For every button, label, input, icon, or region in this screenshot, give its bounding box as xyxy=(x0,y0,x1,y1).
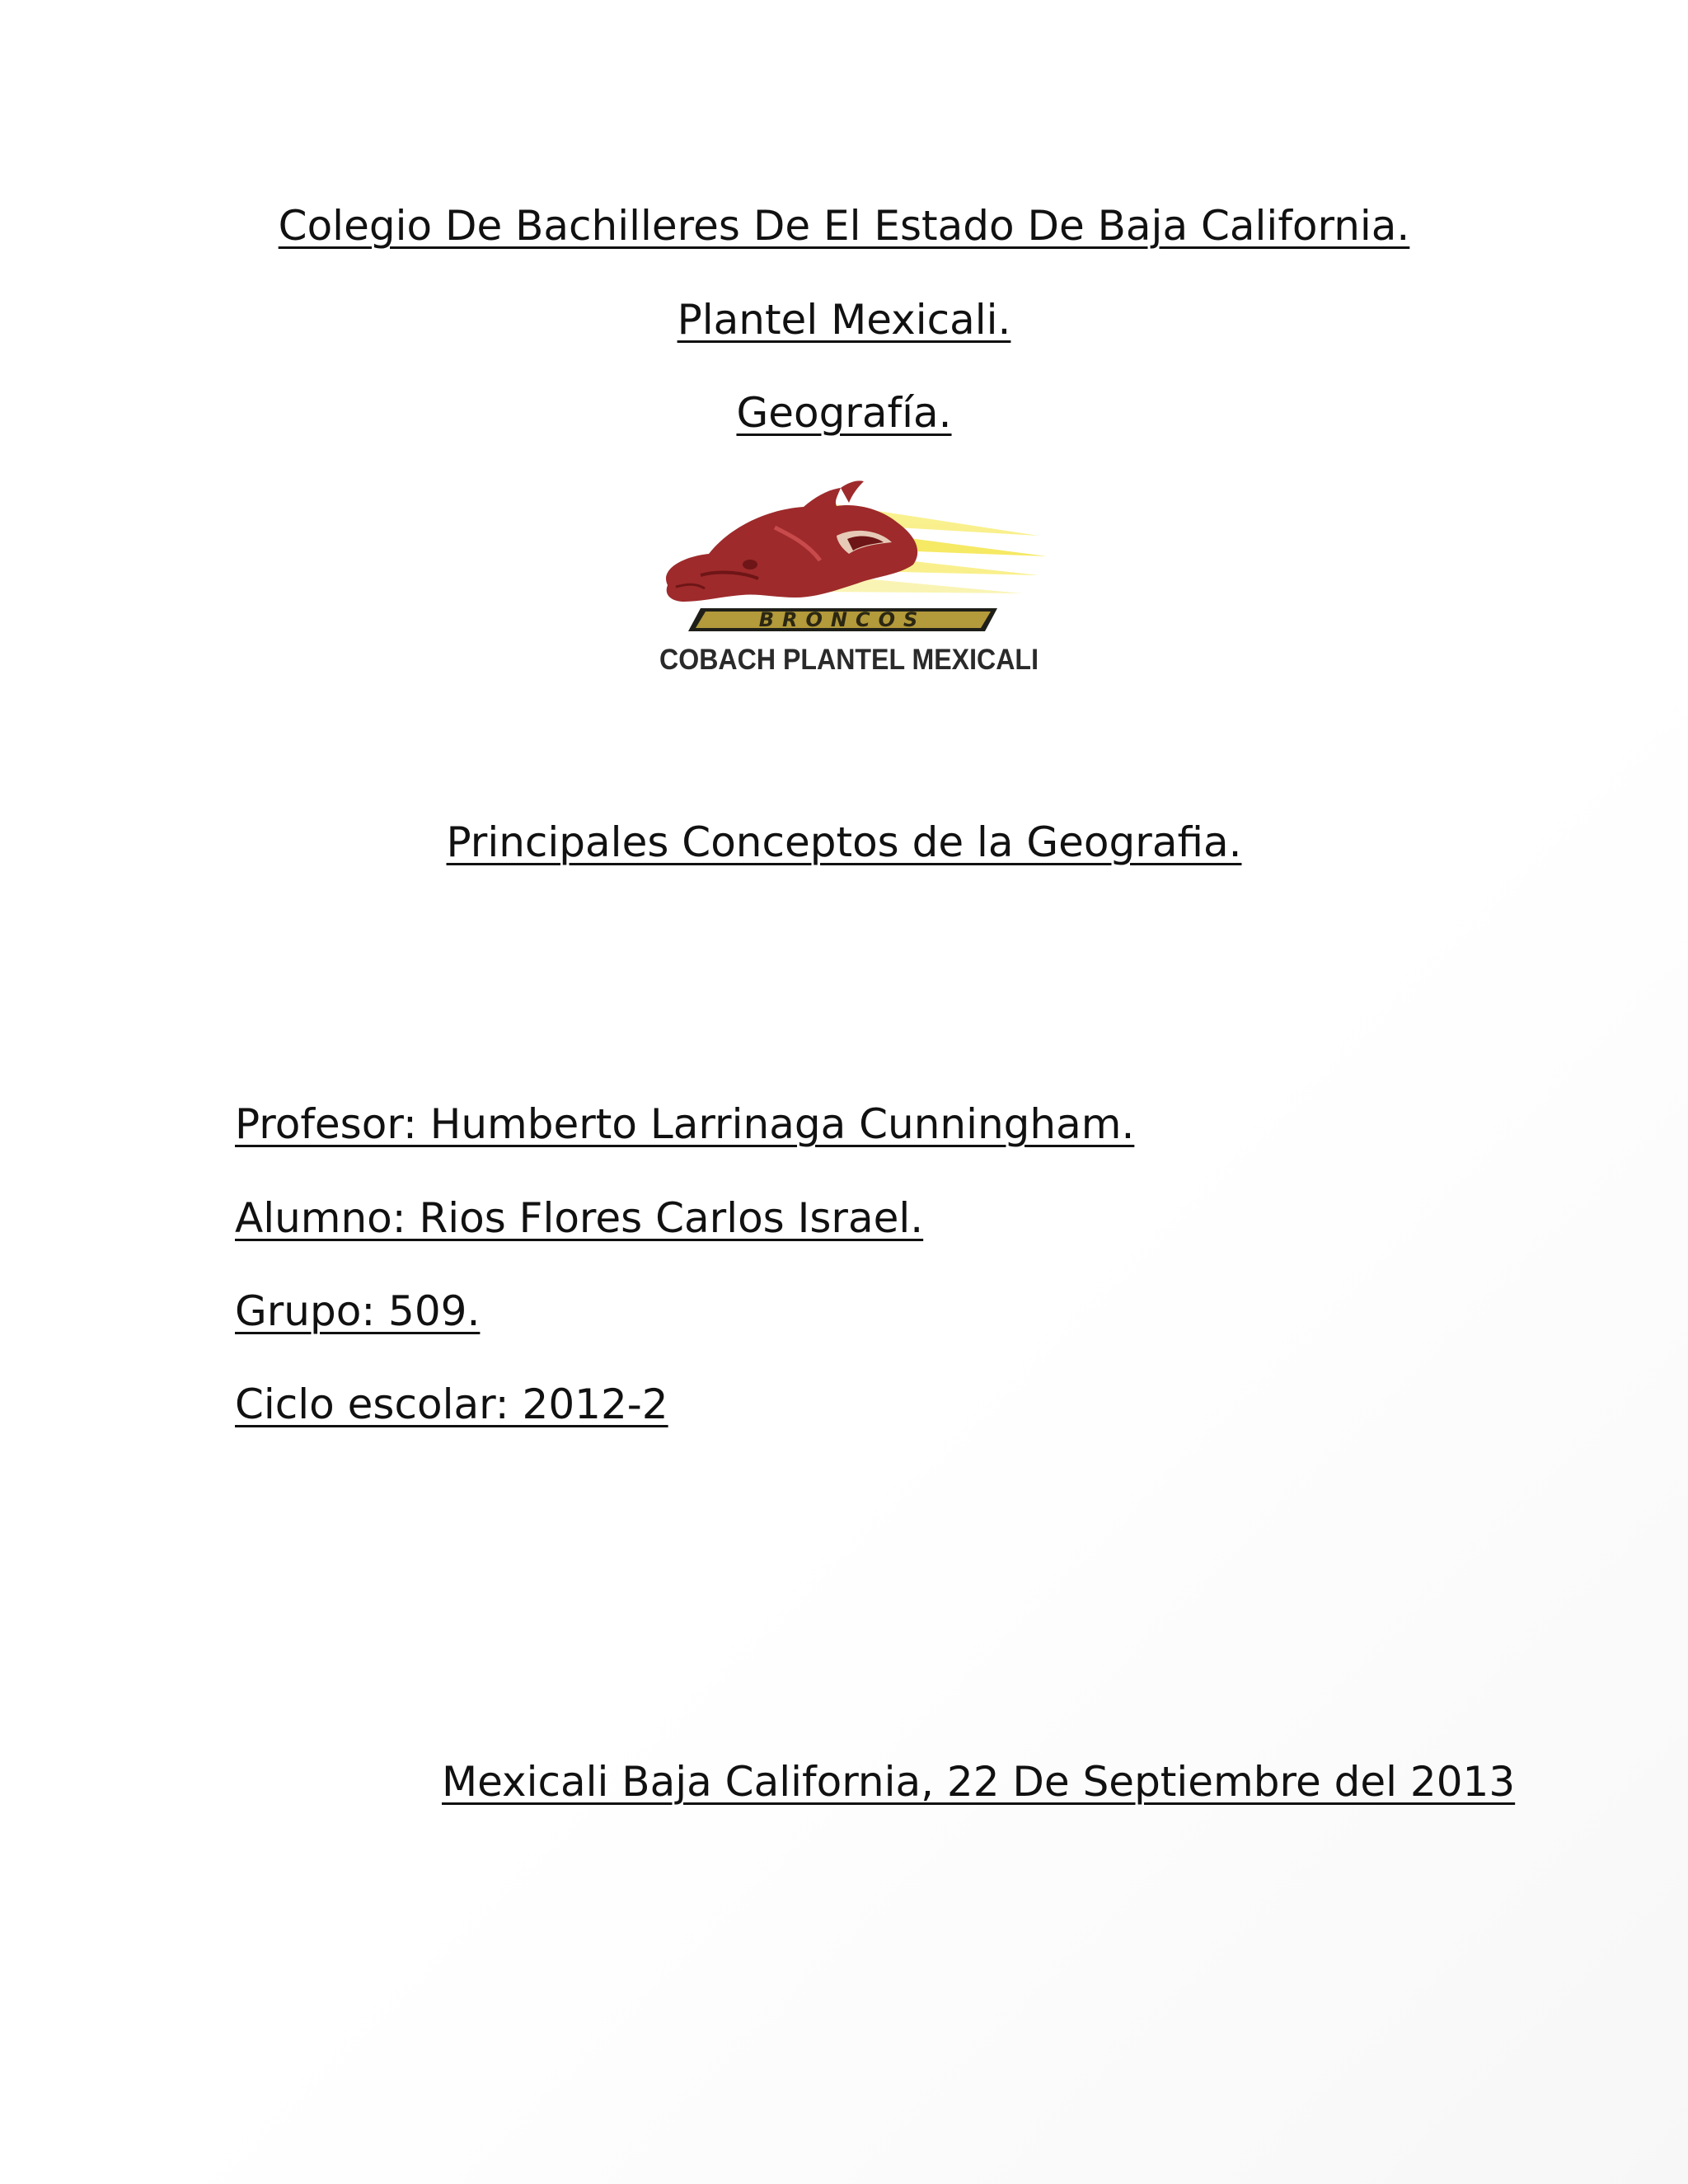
institution-name: Colegio De Bachilleres De El Estado De Baja California. xyxy=(278,202,1410,250)
document-title: Principales Conceptos de la Geografia. xyxy=(446,818,1242,866)
svg-text:BRONCOS: BRONCOS xyxy=(758,608,926,631)
broncos-wordmark xyxy=(688,608,997,631)
subject-name: Geografía. xyxy=(736,389,952,437)
place-date-line: Mexicali Baja California, 22 De Septiembre del 2013 xyxy=(442,1758,1516,1806)
student-line: Alumno: Rios Flores Carlos Israel. xyxy=(235,1194,924,1242)
campus-name: Plantel Mexicali. xyxy=(677,296,1011,344)
logo-caption: COBACH PLANTEL MEXICALI xyxy=(659,644,1039,676)
school-year-line: Ciclo escolar: 2012-2 xyxy=(235,1380,668,1428)
group-line: Grupo: 509. xyxy=(235,1287,481,1335)
broncos-logo xyxy=(651,478,1047,684)
professor-line: Profesor: Humberto Larrinaga Cunningham. xyxy=(235,1100,1135,1148)
